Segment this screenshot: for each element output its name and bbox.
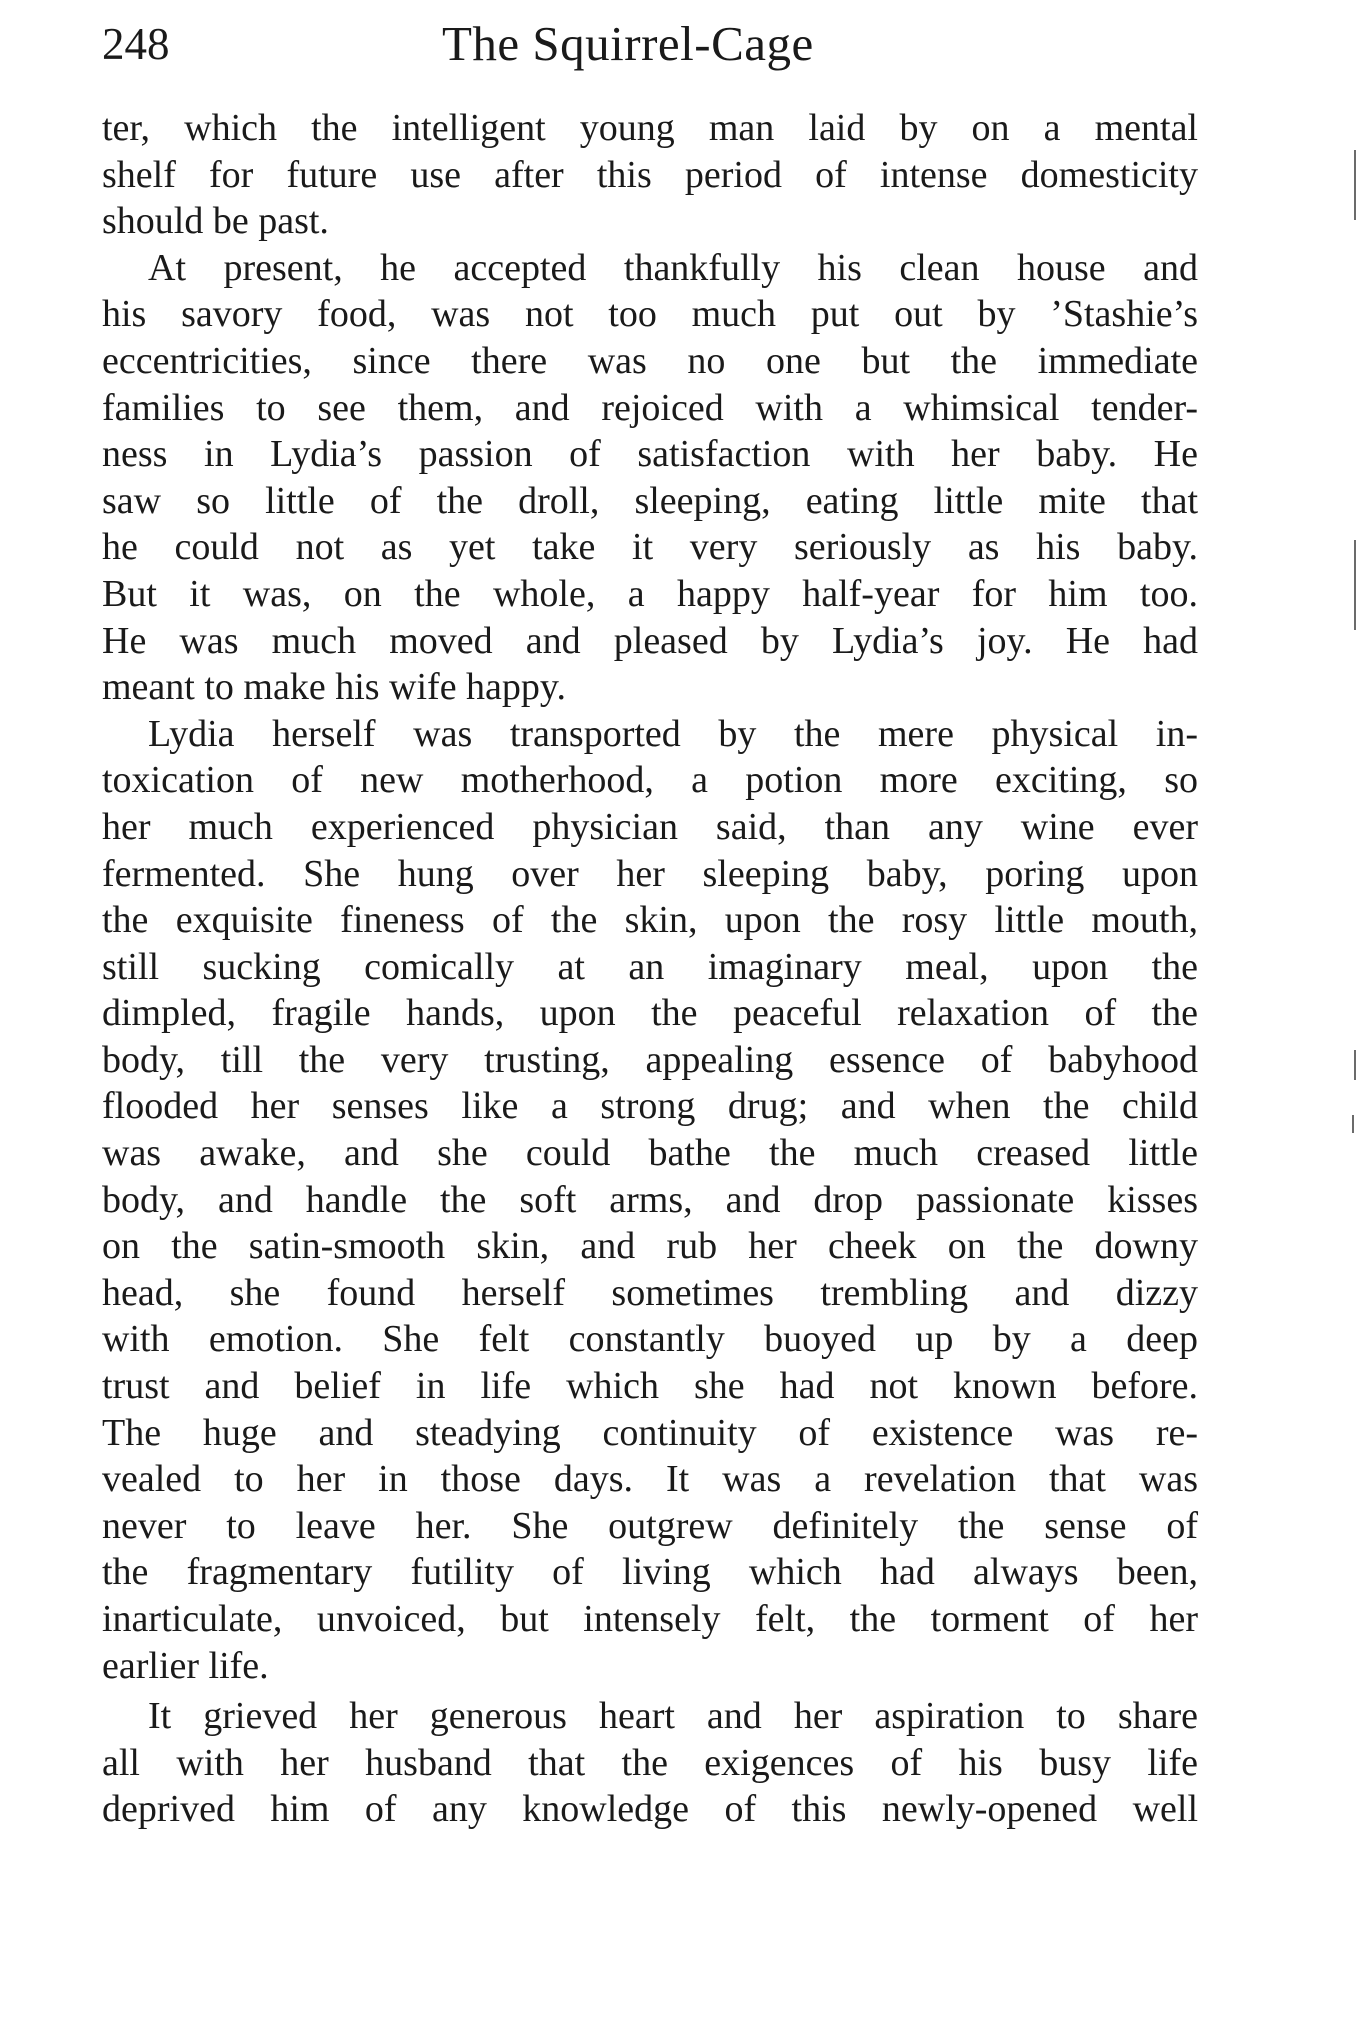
text-line: deprived him of any knowledge of this newly-opened well <box>102 1788 1198 1831</box>
text-line: all with her husband that the exigences of his busy life <box>102 1741 1198 1784</box>
scan-edge-mark <box>1354 540 1356 630</box>
text-line: meant to make his wife happy. <box>102 666 566 709</box>
text-line: his savory food, was not too much put out by ’Stashie’s <box>102 293 1198 336</box>
text-line: with emotion. She felt constantly buoyed up by a deep <box>102 1318 1198 1361</box>
text-line: her much experienced physician said, than any wine ever <box>102 805 1198 848</box>
text-line: But it was, on the whole, a happy half-year for him too. <box>102 572 1198 615</box>
text-line: the exquisite fineness of the skin, upon the rosy little mouth, <box>102 899 1198 942</box>
text-line: The huge and steadying continuity of existence was re- <box>102 1411 1198 1454</box>
text-line: ter, which the intelligent young man laid by on a mental <box>102 107 1198 149</box>
scan-edge-mark <box>1354 150 1356 220</box>
text-line: toxication of new motherhood, a potion more exciting, so <box>102 759 1198 802</box>
text-line: saw so little of the droll, sleeping, eating little mite that <box>102 479 1198 522</box>
text-line: head, she found herself sometimes trembling and dizzy <box>102 1271 1198 1314</box>
text-line: should be past. <box>102 200 329 243</box>
paragraph-first-line: At present, he accepted thankfully his clean house and <box>148 246 1198 289</box>
text-line: on the satin-smooth skin, and rub her cheek on the downy <box>102 1225 1198 1268</box>
text-line: body, and handle the soft arms, and drop passionate kisses <box>102 1178 1198 1221</box>
text-line: body, till the very trusting, appealing essence of babyhood <box>102 1038 1198 1081</box>
scan-edge-mark <box>1352 1115 1354 1133</box>
book-title: The Squirrel-Cage <box>442 16 814 71</box>
text-line: dimpled, fragile hands, upon the peaceful relaxation of the <box>102 992 1198 1035</box>
scan-edge-mark <box>1354 1050 1356 1080</box>
text-body <box>102 105 1198 1833</box>
text-line: he could not as yet take it very seriously as his baby. <box>102 526 1198 569</box>
paragraph-first-line: It grieved her generous heart and her aspiration to share <box>148 1695 1198 1738</box>
text-line: earlier life. <box>102 1644 269 1687</box>
page-number: 248 <box>102 19 170 69</box>
text-line: vealed to her in those days. It was a revelation that was <box>102 1458 1198 1501</box>
text-line: still sucking comically at an imaginary meal, upon the <box>102 945 1198 988</box>
text-line: families to see them, and rejoiced with a whimsical tender- <box>102 386 1198 429</box>
text-line: ness in Lydia’s passion of satisfaction with her baby. He <box>102 433 1198 476</box>
text-line: shelf for future use after this period of intense domesticity <box>102 153 1198 196</box>
text-line: inarticulate, unvoiced, but intensely felt, the torment of her <box>102 1598 1198 1640</box>
text-line: He was much moved and pleased by Lydia’s joy. He had <box>102 619 1198 662</box>
text-line: fermented. She hung over her sleeping baby, poring upon <box>102 852 1198 895</box>
text-line: trust and belief in life which she had not known before. <box>102 1365 1198 1408</box>
running-head <box>102 14 1198 74</box>
text-line: was awake, and she could bathe the much creased little <box>102 1132 1198 1175</box>
text-line: the fragmentary futility of living which had always been, <box>102 1551 1198 1594</box>
text-line: eccentricities, since there was no one but the immediate <box>102 339 1198 382</box>
text-line: never to leave her. She outgrew definitely the sense of <box>102 1504 1198 1547</box>
text-line: flooded her senses like a strong drug; and when the child <box>102 1085 1198 1128</box>
paragraph-first-line: Lydia herself was transported by the mere physical in- <box>148 712 1198 755</box>
